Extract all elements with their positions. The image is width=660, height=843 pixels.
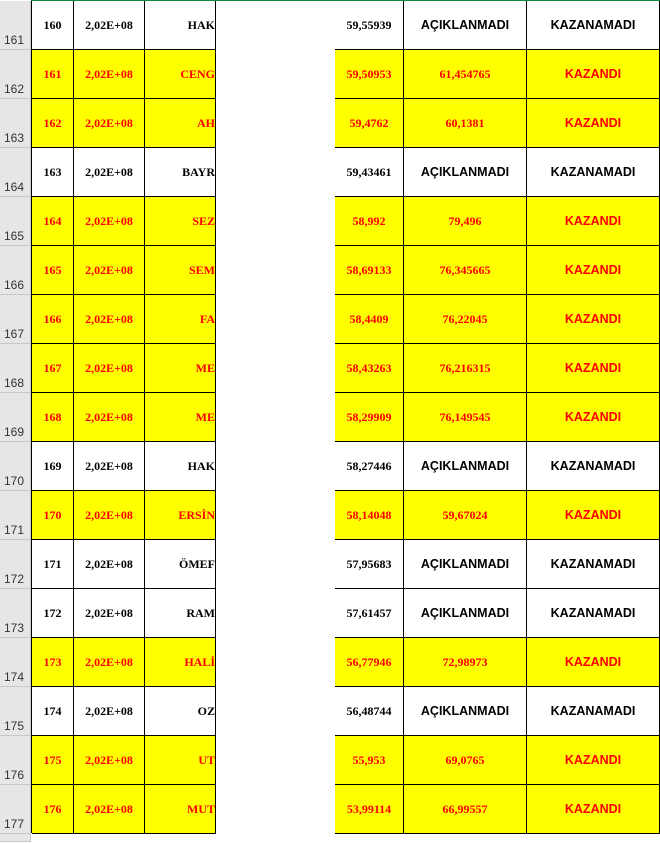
cell-rank[interactable]: 176 xyxy=(32,785,74,834)
cell-rank[interactable]: 167 xyxy=(32,344,74,393)
cell-status[interactable]: KAZANDI xyxy=(527,246,660,295)
cell-id[interactable]: 2,02E+08 xyxy=(74,638,145,687)
cell-name[interactable]: RAM xyxy=(145,589,216,638)
cell-status[interactable]: KAZANAMADI xyxy=(527,589,660,638)
cell-score[interactable]: 59,50953 xyxy=(335,50,404,99)
cell-id[interactable]: 2,02E+08 xyxy=(74,785,145,834)
cell-result[interactable]: 72,98973 xyxy=(404,638,527,687)
cell-rank[interactable]: 164 xyxy=(32,197,74,246)
row-header[interactable]: 169 xyxy=(0,393,31,442)
cell-result[interactable]: 76,149545 xyxy=(404,393,527,442)
row-header[interactable]: 177 xyxy=(0,785,31,834)
cell-id[interactable]: 2,02E+08 xyxy=(74,246,145,295)
cell-score[interactable]: 55,953 xyxy=(335,736,404,785)
cell-score[interactable]: 58,14048 xyxy=(335,491,404,540)
cell-status[interactable]: KAZANDI xyxy=(527,99,660,148)
cell-rank[interactable]: 163 xyxy=(32,148,74,197)
row-header[interactable]: 162 xyxy=(0,50,31,99)
cell-score[interactable]: 57,95683 xyxy=(335,540,404,589)
cell-name[interactable]: SEM xyxy=(145,246,216,295)
cell-score[interactable]: 56,48744 xyxy=(335,687,404,736)
cell-rank[interactable]: 172 xyxy=(32,589,74,638)
cell-name[interactable]: MUT xyxy=(145,785,216,834)
cell-score[interactable]: 58,69133 xyxy=(335,246,404,295)
cell-id[interactable]: 2,02E+08 xyxy=(74,344,145,393)
cell-id[interactable]: 2,02E+08 xyxy=(74,295,145,344)
cell-id[interactable]: 2,02E+08 xyxy=(74,687,145,736)
cell-name[interactable]: ME xyxy=(145,393,216,442)
cell-id[interactable]: 2,02E+08 xyxy=(74,197,145,246)
cell-id[interactable]: 2,02E+08 xyxy=(74,540,145,589)
cell-id[interactable]: 2,02E+08 xyxy=(74,491,145,540)
row-header[interactable]: 166 xyxy=(0,246,31,295)
cell-score[interactable]: 58,4409 xyxy=(335,295,404,344)
cell-result[interactable]: 76,345665 xyxy=(404,246,527,295)
cell-rank[interactable]: 162 xyxy=(32,99,74,148)
cell-rank[interactable]: 161 xyxy=(32,50,74,99)
cell-result[interactable]: 61,454765 xyxy=(404,50,527,99)
cell-result[interactable]: 76,22045 xyxy=(404,295,527,344)
cell-score[interactable]: 58,992 xyxy=(335,197,404,246)
cell-status[interactable]: KAZANAMADI xyxy=(527,148,660,197)
cell-rank[interactable]: 169 xyxy=(32,442,74,491)
cell-name[interactable]: ERSİN xyxy=(145,491,216,540)
cell-result[interactable]: AÇIKLANMADI xyxy=(404,687,527,736)
cell-rank[interactable]: 174 xyxy=(32,687,74,736)
cell-name[interactable]: UT xyxy=(145,736,216,785)
cell-name[interactable]: AH xyxy=(145,99,216,148)
cell-score[interactable]: 53,99114 xyxy=(335,785,404,834)
cell-id[interactable]: 2,02E+08 xyxy=(74,50,145,99)
cell-result[interactable]: 66,99557 xyxy=(404,785,527,834)
row-header[interactable]: 161 xyxy=(0,1,31,50)
cell-id[interactable]: 2,02E+08 xyxy=(74,589,145,638)
cell-name[interactable]: OZ xyxy=(145,687,216,736)
cell-status[interactable]: KAZANDI xyxy=(527,344,660,393)
cell-score[interactable]: 58,43263 xyxy=(335,344,404,393)
cell-result[interactable]: 60,1381 xyxy=(404,99,527,148)
row-header[interactable]: 176 xyxy=(0,736,31,785)
cell-score[interactable]: 59,4762 xyxy=(335,99,404,148)
hidden-columns-gap xyxy=(216,0,335,843)
row-header[interactable]: 168 xyxy=(0,344,31,393)
cell-score[interactable]: 59,43461 xyxy=(335,148,404,197)
cell-rank[interactable]: 170 xyxy=(32,491,74,540)
cell-status[interactable]: KAZANDI xyxy=(527,736,660,785)
cell-result[interactable]: AÇIKLANMADI xyxy=(404,1,527,50)
cell-status[interactable]: KAZANAMADI xyxy=(527,1,660,50)
cell-status[interactable]: KAZANDI xyxy=(527,50,660,99)
cell-rank[interactable]: 173 xyxy=(32,638,74,687)
cell-rank[interactable]: 175 xyxy=(32,736,74,785)
cell-name[interactable]: FA xyxy=(145,295,216,344)
cell-name[interactable]: HAK xyxy=(145,1,216,50)
cell-result[interactable]: 69,0765 xyxy=(404,736,527,785)
cell-result[interactable]: 59,67024 xyxy=(404,491,527,540)
cell-score[interactable]: 57,61457 xyxy=(335,589,404,638)
cell-id[interactable]: 2,02E+08 xyxy=(74,393,145,442)
cell-status[interactable]: KAZANAMADI xyxy=(527,687,660,736)
cell-name[interactable]: ÖMEF xyxy=(145,540,216,589)
cell-status[interactable]: KAZANDI xyxy=(527,393,660,442)
cell-name[interactable]: ME xyxy=(145,344,216,393)
row-header[interactable]: 173 xyxy=(0,589,31,638)
cell-rank[interactable]: 166 xyxy=(32,295,74,344)
cell-score[interactable]: 58,29909 xyxy=(335,393,404,442)
cell-status[interactable]: KAZANDI xyxy=(527,785,660,834)
row-header[interactable]: 164 xyxy=(0,148,31,197)
cell-id[interactable]: 2,02E+08 xyxy=(74,736,145,785)
selection-top-edge xyxy=(31,0,660,1)
cell-status[interactable]: KAZANDI xyxy=(527,491,660,540)
row-header[interactable]: 174 xyxy=(0,638,31,687)
row-header[interactable]: 165 xyxy=(0,197,31,246)
cell-rank[interactable]: 160 xyxy=(32,1,74,50)
cell-result[interactable]: AÇIKLANMADI xyxy=(404,148,527,197)
cell-status[interactable]: KAZANAMADI xyxy=(527,540,660,589)
row-header-partial[interactable] xyxy=(0,834,31,842)
cell-rank[interactable]: 168 xyxy=(32,393,74,442)
cell-rank[interactable]: 171 xyxy=(32,540,74,589)
row-header[interactable]: 175 xyxy=(0,687,31,736)
row-header[interactable]: 163 xyxy=(0,99,31,148)
row-header[interactable]: 171 xyxy=(0,491,31,540)
row-header[interactable]: 167 xyxy=(0,295,31,344)
cell-name[interactable]: SEZ xyxy=(145,197,216,246)
cell-score[interactable]: 59,55939 xyxy=(335,1,404,50)
cell-result[interactable]: AÇIKLANMADI xyxy=(404,540,527,589)
cell-id[interactable]: 2,02E+08 xyxy=(74,442,145,491)
cell-result[interactable]: 79,496 xyxy=(404,197,527,246)
cell-id[interactable]: 2,02E+08 xyxy=(74,1,145,50)
cell-result[interactable]: 76,216315 xyxy=(404,344,527,393)
cell-id[interactable]: 2,02E+08 xyxy=(74,99,145,148)
cell-score[interactable]: 56,77946 xyxy=(335,638,404,687)
cell-name[interactable]: CENG xyxy=(145,50,216,99)
row-header[interactable]: 170 xyxy=(0,442,31,491)
cell-name[interactable]: HALİ xyxy=(145,638,216,687)
grid-left-border xyxy=(31,0,32,833)
row-header[interactable]: 172 xyxy=(0,540,31,589)
cell-result[interactable]: AÇIKLANMADI xyxy=(404,442,527,491)
cell-status[interactable]: KAZANDI xyxy=(527,197,660,246)
cell-name[interactable]: HAK xyxy=(145,442,216,491)
cell-status[interactable]: KAZANAMADI xyxy=(527,442,660,491)
cell-result[interactable]: AÇIKLANMADI xyxy=(404,589,527,638)
cell-status[interactable]: KAZANDI xyxy=(527,295,660,344)
cell-id[interactable]: 2,02E+08 xyxy=(74,148,145,197)
cell-name[interactable]: BAYR xyxy=(145,148,216,197)
cell-status[interactable]: KAZANDI xyxy=(527,638,660,687)
cell-rank[interactable]: 165 xyxy=(32,246,74,295)
cell-score[interactable]: 58,27446 xyxy=(335,442,404,491)
